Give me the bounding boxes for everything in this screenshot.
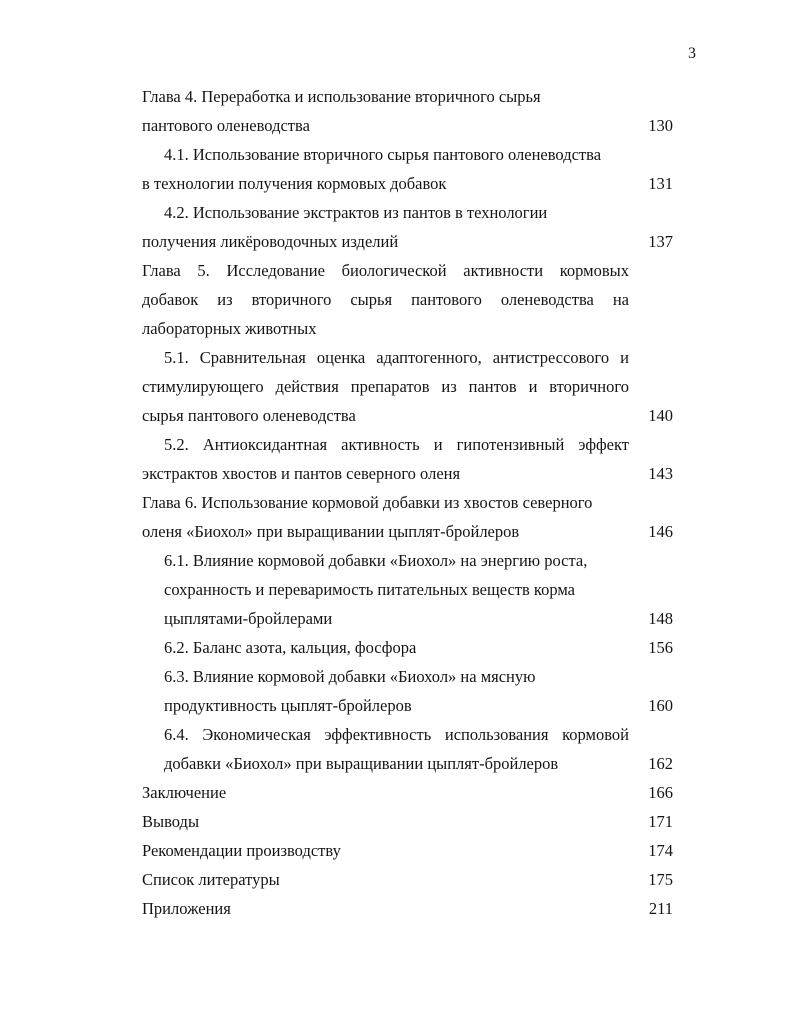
toc-section-5-2-line-2: экстрактов хвостов и пантов северного оленя <box>142 464 461 483</box>
toc-section-6-3-line-1: 6.3. Влияние кормовой добавки «Биохол» на мясную <box>164 667 536 686</box>
toc-appendices: Приложения <box>142 899 231 918</box>
toc-section-5-1-line-3: сырья пантового оленеводства <box>142 406 356 425</box>
toc-chapter-4-line-2: пантового оленеводства <box>142 116 310 135</box>
toc-conclusion: Заключение <box>142 783 227 802</box>
toc-appendices-page: 211 <box>648 899 673 918</box>
toc-chapter-6-line-2: оленя «Биохол» при выращивании цыплят-бройлеров <box>142 522 520 541</box>
toc-section-6-1-line-2: сохранность и переваримость питательных веществ корма <box>164 580 575 599</box>
toc-section-4-2-line-2: получения ликёроводочных изделий <box>142 232 399 251</box>
toc-section-6-4-page: 162 <box>648 754 673 773</box>
toc-recommendations: Рекомендации производству <box>142 841 341 860</box>
toc-recommendations-page: 174 <box>648 841 673 860</box>
toc-findings-page: 171 <box>648 812 673 831</box>
toc-chapter-5-line-1: Глава 5. Исследование биологической активности кормовых <box>142 261 629 280</box>
toc-section-6-4-line-2: добавки «Биохол» при выращивании цыплят-бройлеров <box>164 754 559 773</box>
toc-section-6-2-page: 156 <box>648 638 673 657</box>
toc-references-page: 175 <box>648 870 673 889</box>
toc-section-6-1-page: 148 <box>648 609 673 628</box>
toc-chapter-6-page: 146 <box>648 522 673 541</box>
toc-findings: Выводы <box>142 812 200 831</box>
toc-section-4-2-line-1: 4.2. Использование экстрактов из пантов в технологии <box>164 203 548 222</box>
toc-chapter-4-page: 130 <box>648 116 673 135</box>
toc-section-6-3-page: 160 <box>648 696 673 715</box>
toc-section-5-1-line-1: 5.1. Сравнительная оценка адаптогенного, антистрессового и <box>164 348 629 367</box>
toc-section-4-1-line-2: в технологии получения кормовых добавок <box>142 174 447 193</box>
toc-chapter-6-line-1: Глава 6. Использование кормовой добавки из хвостов северного <box>142 493 593 512</box>
toc-section-4-2-page: 137 <box>648 232 673 251</box>
toc-section-6-1-line-3: цыплятами-бройлерами <box>164 609 333 628</box>
toc-chapter-4-line-1: Глава 4. Переработка и использование вторичного сырья <box>142 87 541 106</box>
toc-conclusion-page: 166 <box>648 783 673 802</box>
toc-references: Список литературы <box>142 870 280 889</box>
toc-chapter-5-line-2: добавок из вторичного сырья пантового оленеводства на <box>142 290 629 309</box>
toc-section-4-1-page: 131 <box>648 174 673 193</box>
toc-section-5-1-line-2: стимулирующего действия препаратов из пантов и вторичного <box>142 377 629 396</box>
toc-section-5-2-line-1: 5.2. Антиоксидантная активность и гипотензивный эффект <box>164 435 629 454</box>
toc-section-5-1-page: 140 <box>648 406 673 425</box>
toc-section-6-2-line-1: 6.2. Баланс азота, кальция, фосфора <box>164 638 417 657</box>
toc-section-4-1-line-1: 4.1. Использование вторичного сырья пантового оленеводства <box>164 145 602 164</box>
toc-section-5-2-page: 143 <box>648 464 673 483</box>
page-number: 3 <box>688 45 696 62</box>
toc-section-6-4-line-1: 6.4. Экономическая эффективность использования кормовой <box>164 725 629 744</box>
toc-chapter-5-line-3: лабораторных животных <box>142 319 317 338</box>
toc-section-6-1-line-1: 6.1. Влияние кормовой добавки «Биохол» на энергию роста, <box>164 551 588 570</box>
toc-section-6-3-line-2: продуктивность цыплят-бройлеров <box>164 696 412 715</box>
